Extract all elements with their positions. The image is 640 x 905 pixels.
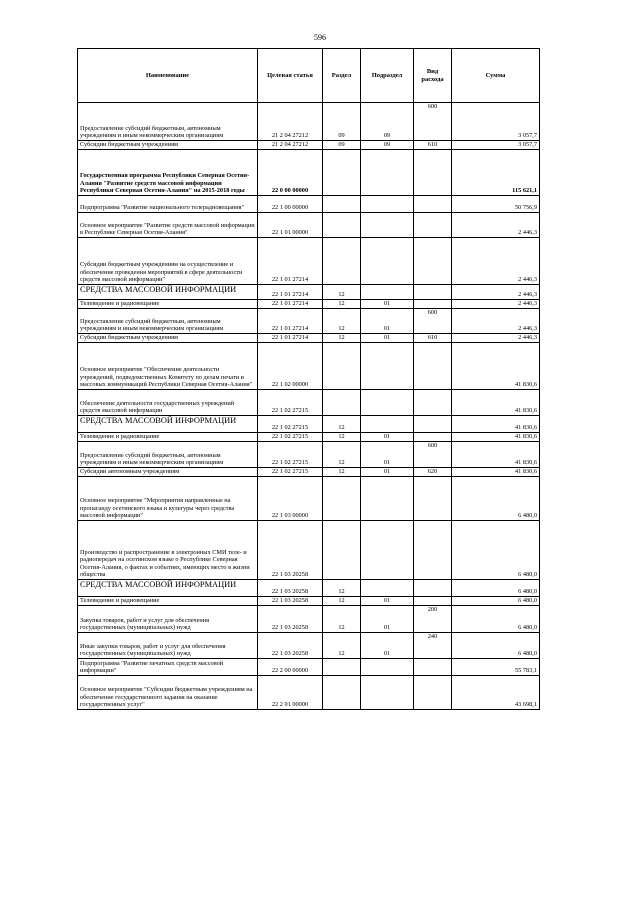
row-name: Субсидии бюджетным учреждениям на осуществление и обеспечение проведения мероприятий в сфере деятельности средств массовой информации" xyxy=(78,238,258,285)
row-subsection: 01 xyxy=(361,300,414,309)
row-name: Основное мероприятие "Мероприятия направленные на пропаганду осетинского языка и культуры через средства массовой информации" xyxy=(78,477,258,521)
table-row xyxy=(78,597,540,606)
header-subsection: Подраздел xyxy=(361,49,414,103)
row-name: Предоставление субсидий бюджетным, автономным учреждениям и иным некоммерческим организациям xyxy=(78,442,258,468)
row-code: 21 2 04 27212 xyxy=(258,141,323,150)
row-section: 12 xyxy=(323,633,361,659)
table-row xyxy=(78,141,540,150)
row-type: 200 xyxy=(414,606,452,633)
table-row xyxy=(78,580,540,597)
row-name: Основное мероприятие "Развитие средств массовой информации в Республике Северная Осетия-Алания" xyxy=(78,213,258,238)
row-type xyxy=(414,390,452,416)
row-code: 22 1 02 27215 xyxy=(258,433,323,442)
table-header-row xyxy=(78,49,540,103)
row-section: 12 xyxy=(323,606,361,633)
row-name: СРЕДСТВА МАССОВОЙ ИНФОРМАЦИИ xyxy=(78,580,258,597)
row-section xyxy=(323,196,361,213)
row-sum: 6 480,0 xyxy=(452,633,540,659)
row-code: 22 1 00 00000 xyxy=(258,196,323,213)
row-subsection: 01 xyxy=(361,468,414,477)
row-section xyxy=(323,521,361,580)
row-code: 22 1 02 00000 xyxy=(258,343,323,390)
row-name: Телевидение и радиовещание xyxy=(78,597,258,606)
row-sum: 2 446,3 xyxy=(452,309,540,334)
table-row xyxy=(78,477,540,521)
row-sum: 50 756,9 xyxy=(452,196,540,213)
row-type: 610 xyxy=(414,334,452,343)
row-sum: 2 446,3 xyxy=(452,238,540,285)
table-row xyxy=(78,238,540,285)
row-code: 22 1 03 20258 xyxy=(258,580,323,597)
row-section xyxy=(323,238,361,285)
table-row xyxy=(78,416,540,433)
row-subsection xyxy=(361,285,414,300)
table-row xyxy=(78,633,540,659)
row-subsection xyxy=(361,196,414,213)
row-subsection xyxy=(361,390,414,416)
row-sum: 41 830,6 xyxy=(452,416,540,433)
row-code: 22 1 03 20258 xyxy=(258,521,323,580)
table-row xyxy=(78,285,540,300)
row-section xyxy=(323,676,361,710)
row-type: 600 xyxy=(414,442,452,468)
row-type xyxy=(414,580,452,597)
row-name: Обеспечение деятельности государственных учреждений средств массовой информации xyxy=(78,390,258,416)
row-section xyxy=(323,477,361,521)
row-section xyxy=(323,390,361,416)
row-subsection xyxy=(361,659,414,676)
row-name: Иные закупки товаров, работ и услуг для обеспечения государственных (муниципальных) нужд xyxy=(78,633,258,659)
row-sum: 6 480,0 xyxy=(452,477,540,521)
row-subsection xyxy=(361,580,414,597)
row-section: 12 xyxy=(323,442,361,468)
row-subsection: 01 xyxy=(361,433,414,442)
row-code: 22 1 01 27214 xyxy=(258,238,323,285)
table-row xyxy=(78,606,540,633)
row-section xyxy=(323,343,361,390)
row-type xyxy=(414,521,452,580)
row-name: Основное мероприятие "Субсидии бюджетным учреждениям на обеспечение государственного задания на оказание государственных услуг" xyxy=(78,676,258,710)
row-type xyxy=(414,597,452,606)
row-section: 12 xyxy=(323,285,361,300)
row-name: Субсидии бюджетным учреждениям xyxy=(78,334,258,343)
row-subsection xyxy=(361,213,414,238)
row-subsection xyxy=(361,343,414,390)
row-sum: 41 830,6 xyxy=(452,442,540,468)
header-name: Наименование xyxy=(78,49,258,103)
row-sum: 3 057,7 xyxy=(452,141,540,150)
table-row xyxy=(78,676,540,710)
row-subsection: 01 xyxy=(361,309,414,334)
row-type xyxy=(414,285,452,300)
row-type: 600 xyxy=(414,309,452,334)
row-type xyxy=(414,416,452,433)
row-code: 22 1 02 27215 xyxy=(258,442,323,468)
row-type xyxy=(414,477,452,521)
row-name: Телевидение и радиовещание xyxy=(78,300,258,309)
row-code: 22 1 02 27215 xyxy=(258,416,323,433)
row-name: Субсидии бюджетным учреждениям xyxy=(78,141,258,150)
row-section xyxy=(323,659,361,676)
row-sum: 2 446,3 xyxy=(452,300,540,309)
row-name: Закупка товаров, работ и услуг для обеспечения государственных (муниципальных) нужд xyxy=(78,606,258,633)
row-sum: 2 446,3 xyxy=(452,213,540,238)
row-subsection: 01 xyxy=(361,633,414,659)
row-type xyxy=(414,343,452,390)
header-type: Вид расхода xyxy=(414,49,452,103)
row-name: Основное мероприятие "Обеспечение деятельности учреждений, подведомственных Комитету по делам печати и массовых коммуникаций Республики Северная Осетия-Алания" xyxy=(78,343,258,390)
row-type xyxy=(414,300,452,309)
row-section: 12 xyxy=(323,597,361,606)
row-code: 22 1 03 20258 xyxy=(258,633,323,659)
row-name: Производство и распространение в электронных СМИ теле- и радиопередач на осетинском языке о Республике Северная Осетия-Алания, о фактах и событиях, имеющих место в жизни общества xyxy=(78,521,258,580)
row-sum: 3 057,7 xyxy=(452,103,540,141)
row-subsection: 01 xyxy=(361,597,414,606)
row-name: Предоставление субсидий бюджетным, автономным учреждениям и иным некоммерческим организациям xyxy=(78,309,258,334)
row-name: Подпрограмма "Развитие национального телерадиовещания" xyxy=(78,196,258,213)
row-type xyxy=(414,213,452,238)
row-code: 21 2 04 27212 xyxy=(258,103,323,141)
row-sum: 2 446,3 xyxy=(452,334,540,343)
row-code: 22 1 02 27215 xyxy=(258,468,323,477)
row-code: 22 1 01 27214 xyxy=(258,300,323,309)
row-sum: 41 830,6 xyxy=(452,468,540,477)
row-subsection: 01 xyxy=(361,334,414,343)
row-code: 22 1 01 27214 xyxy=(258,334,323,343)
row-code: 22 1 02 27215 xyxy=(258,390,323,416)
row-type: 620 xyxy=(414,468,452,477)
table-row xyxy=(78,433,540,442)
row-code: 22 1 01 00000 xyxy=(258,213,323,238)
table-row xyxy=(78,343,540,390)
header-section: Раздел xyxy=(323,49,361,103)
row-section: 12 xyxy=(323,433,361,442)
row-section xyxy=(323,150,361,196)
row-subsection: 09 xyxy=(361,141,414,150)
table-row xyxy=(78,468,540,477)
row-sum: 41 830,6 xyxy=(452,433,540,442)
row-section: 09 xyxy=(323,141,361,150)
row-sum: 41 830,6 xyxy=(452,343,540,390)
row-name: Субсидии автономным учреждениям xyxy=(78,468,258,477)
row-subsection xyxy=(361,238,414,285)
row-name: Предоставление субсидий бюджетным, автономным учреждениям и иным некоммерческим организациям xyxy=(78,103,258,141)
row-type xyxy=(414,433,452,442)
header-sum: Сумма xyxy=(452,49,540,103)
budget-table xyxy=(77,48,540,710)
row-code: 22 1 03 00000 xyxy=(258,477,323,521)
row-name: Подпрограмма "Развитие печатных средств массовой информации" xyxy=(78,659,258,676)
row-type: 240 xyxy=(414,633,452,659)
row-sum: 115 621,1 xyxy=(452,150,540,196)
row-code: 22 2 00 00000 xyxy=(258,659,323,676)
row-sum: 6 480,0 xyxy=(452,606,540,633)
row-section: 12 xyxy=(323,300,361,309)
row-subsection xyxy=(361,150,414,196)
table-row xyxy=(78,334,540,343)
row-sum: 2 446,3 xyxy=(452,285,540,300)
page-number: 596 xyxy=(314,33,326,42)
table-row xyxy=(78,309,540,334)
row-subsection: 01 xyxy=(361,606,414,633)
row-subsection xyxy=(361,521,414,580)
row-sum: 41 830,6 xyxy=(452,390,540,416)
row-subsection xyxy=(361,477,414,521)
table-row xyxy=(78,196,540,213)
row-section: 12 xyxy=(323,580,361,597)
header-code: Целевая статья xyxy=(258,49,323,103)
row-subsection xyxy=(361,416,414,433)
row-code: 22 1 01 27214 xyxy=(258,309,323,334)
row-section: 12 xyxy=(323,334,361,343)
row-sum: 43 698,1 xyxy=(452,676,540,710)
row-code: 22 0 00 00000 xyxy=(258,150,323,196)
row-section xyxy=(323,213,361,238)
row-section: 12 xyxy=(323,416,361,433)
table-row xyxy=(78,442,540,468)
row-type xyxy=(414,196,452,213)
table-row xyxy=(78,390,540,416)
row-code: 22 1 03 20258 xyxy=(258,606,323,633)
table-row xyxy=(78,659,540,676)
row-code: 22 1 03 20258 xyxy=(258,597,323,606)
row-subsection xyxy=(361,676,414,710)
table-row xyxy=(78,521,540,580)
row-name: Телевидение и радиовещание xyxy=(78,433,258,442)
row-section: 09 xyxy=(323,103,361,141)
row-section: 12 xyxy=(323,468,361,477)
row-sum: 6 480,0 xyxy=(452,521,540,580)
row-section: 12 xyxy=(323,309,361,334)
row-type xyxy=(414,238,452,285)
row-type xyxy=(414,659,452,676)
row-subsection: 01 xyxy=(361,442,414,468)
row-sum: 6 480,0 xyxy=(452,597,540,606)
row-name: СРЕДСТВА МАССОВОЙ ИНФОРМАЦИИ xyxy=(78,285,258,300)
table-row xyxy=(78,300,540,309)
row-type: 610 xyxy=(414,141,452,150)
row-subsection: 09 xyxy=(361,103,414,141)
row-type xyxy=(414,150,452,196)
row-type xyxy=(414,676,452,710)
row-name: Государственная программа Республики Северная Осетия-Алания "Развитие средств массовой информации Республики Северная Осетия-Алания" на 2015-2018 годы xyxy=(78,150,258,196)
row-sum: 55 783,1 xyxy=(452,659,540,676)
table-row xyxy=(78,103,540,141)
table-row xyxy=(78,150,540,196)
row-type: 600 xyxy=(414,103,452,141)
row-code: 22 1 01 27214 xyxy=(258,285,323,300)
row-code: 22 2 01 00000 xyxy=(258,676,323,710)
row-sum: 6 480,0 xyxy=(452,580,540,597)
table-row xyxy=(78,213,540,238)
row-name: СРЕДСТВА МАССОВОЙ ИНФОРМАЦИИ xyxy=(78,416,258,433)
